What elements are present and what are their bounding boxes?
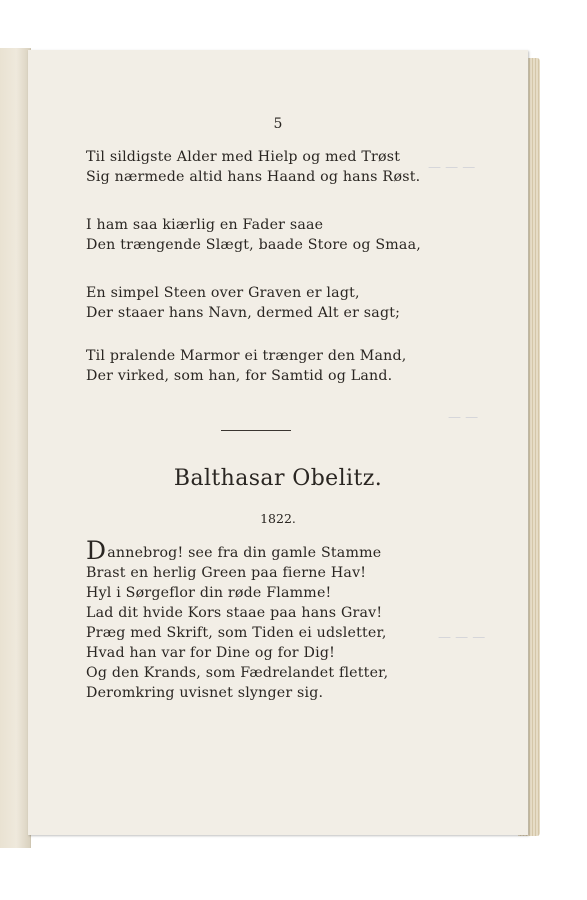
book-page: [28, 50, 528, 835]
page-number: 5: [273, 116, 283, 132]
verse-line: En simpel Steen over Graven er lagt,: [86, 285, 360, 301]
verse-line: Og den Krands, som Fædrelandet fletter,: [86, 665, 389, 681]
verse-line-first: [86, 536, 388, 565]
verse-line: Sig nærmede altid hans Haand og hans Røst.: [86, 169, 421, 185]
verse-line: Brast en herlig Green paa fierne Hav!: [86, 565, 367, 581]
verse-line: Til sildigste Alder med Hielp og med Trøst: [86, 149, 401, 165]
stanza-2: [86, 215, 421, 255]
verse-line: Der staaer hans Navn, dermed Alt er sagt;: [86, 305, 401, 321]
stanza-4: [86, 346, 407, 386]
verse-line: Præg med Skrift, som Tiden ei udsletter,: [86, 625, 387, 641]
poem-year: 1822.: [260, 511, 296, 526]
verse-line: Hyl i Sørgeflor din røde Flamme!: [86, 585, 332, 601]
show-through-text: — — —: [438, 630, 486, 645]
verse-line: Hvad han var for Dine og for Dig!: [86, 645, 335, 661]
show-through-text: — —: [448, 410, 479, 425]
verse-line: Lad dit hvide Kors staae paa hans Grav!: [86, 605, 383, 621]
stanza-1: [86, 147, 420, 187]
verse-line: Til pralende Marmor ei trænger den Mand,: [86, 348, 407, 364]
verse-line: Den trængende Slægt, baade Store og Smaa,: [86, 237, 421, 253]
drop-cap: D: [86, 536, 107, 565]
first-line-text: annebrog! see fra din gamle Stamme: [107, 545, 382, 561]
verse-line: I ham saa kiærlig en Fader saae: [86, 217, 324, 233]
show-through-text: — — —: [428, 160, 476, 175]
verse-line: Der virked, som han, for Samtid og Land.: [86, 368, 393, 384]
stanza-3: [86, 283, 400, 323]
poem-title: Balthasar Obelitz.: [173, 466, 383, 491]
left-page-edge: [0, 48, 31, 848]
poem-body: [86, 536, 389, 703]
verse-line: Deromkring uvisnet slynger sig.: [86, 685, 324, 701]
section-divider: [221, 430, 291, 431]
